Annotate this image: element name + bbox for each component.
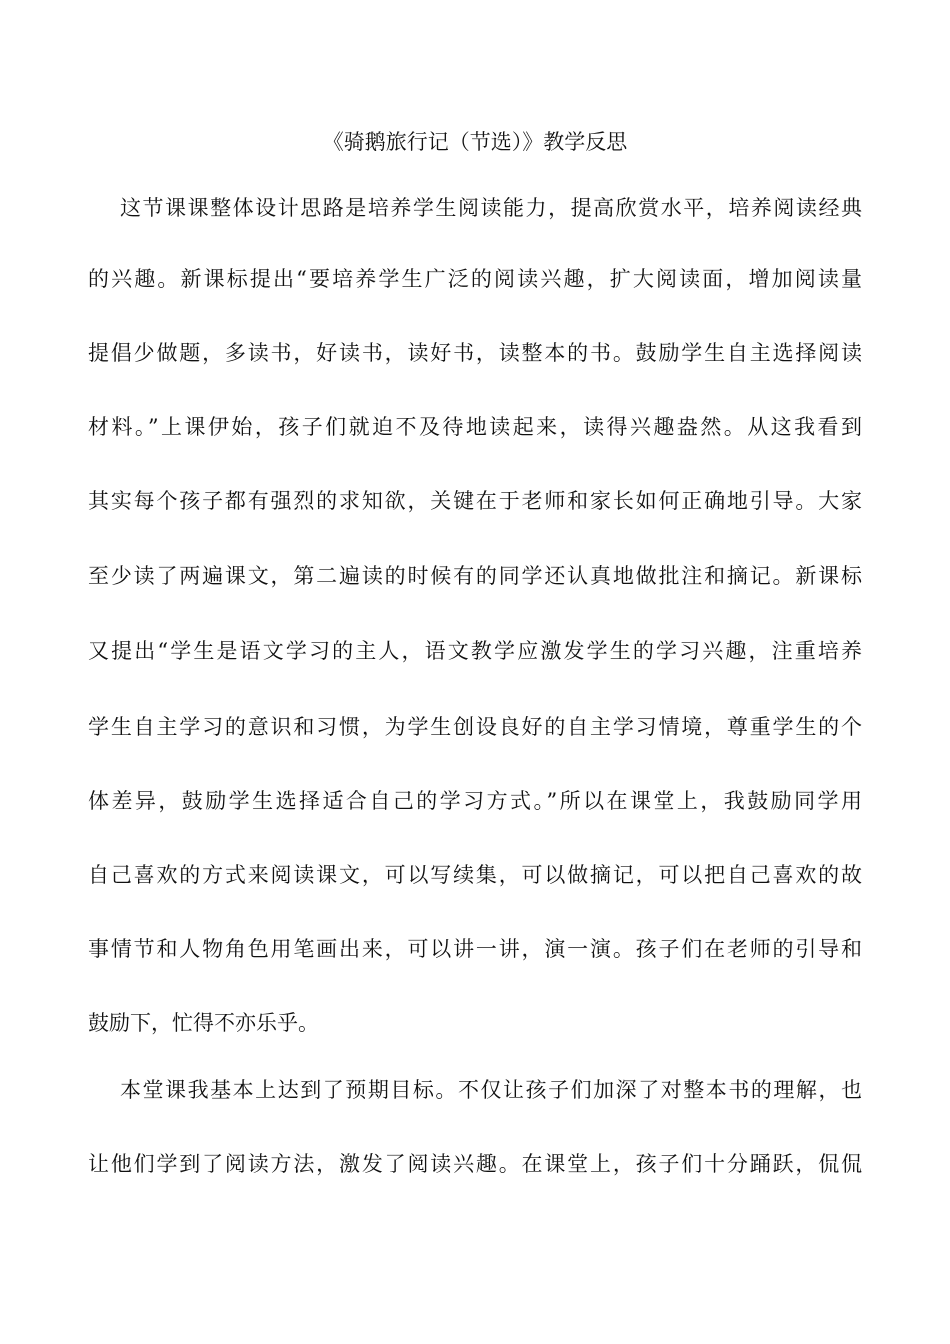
paragraph-1-line-2: 的兴趣。新课标提出“要培养学生广泛的阅读兴趣，扩大阅读面，增加阅读量 (88, 267, 862, 291)
paragraph-1-line-3: 提倡少做题，多读书，好读书，读好书，读整本的书。鼓励学生自主选择阅读 (88, 341, 862, 365)
paragraph-1-line-7: 又提出“学生是语文学习的主人，语文教学应激发学生的学习兴趣，注重培养 (88, 639, 862, 663)
paragraph-1-line-11: 事情节和人物角色用笔画出来，可以讲一讲，演一演。孩子们在老师的引导和 (88, 937, 862, 961)
paragraph-1-line-12: 鼓励下，忙得不亦乐乎。 (88, 1011, 319, 1035)
paragraph-1-line-4: 材料。”上课伊始，孩子们就迫不及待地读起来，读得兴趣盎然。从这我看到 (88, 415, 862, 439)
paragraph-2-line-2: 让他们学到了阅读方法，激发了阅读兴趣。在课堂上，孩子们十分踊跃，侃侃 (88, 1152, 862, 1176)
paragraph-1-line-6: 至少读了两遍课文，第二遍读的时候有的同学还认真地做批注和摘记。新课标 (88, 564, 862, 588)
paragraph-1-line-10: 自己喜欢的方式来阅读课文，可以写续集，可以做摘记，可以把自己喜欢的故 (88, 863, 862, 887)
paragraph-1-line-9: 体差异，鼓励学生选择适合自己的学习方式。”所以在课堂上，我鼓励同学用 (88, 789, 862, 813)
paragraph-1-line-5: 其实每个孩子都有强烈的求知欲，关键在于老师和家长如何正确地引导。大家 (88, 489, 862, 513)
paragraph-2-line-1: 本堂课我基本上达到了预期目标。不仅让孩子们加深了对整本书的理解，也 (120, 1078, 862, 1102)
paragraph-1-line-1: 这节课课整体设计思路是培养学生阅读能力，提高欣赏水平，培养阅读经典 (120, 196, 862, 220)
document-title: 《骑鹅旅行记（节选）》教学反思 (322, 130, 628, 154)
paragraph-1-line-8: 学生自主学习的意识和习惯，为学生创设良好的自主学习情境，尊重学生的个 (88, 715, 862, 739)
